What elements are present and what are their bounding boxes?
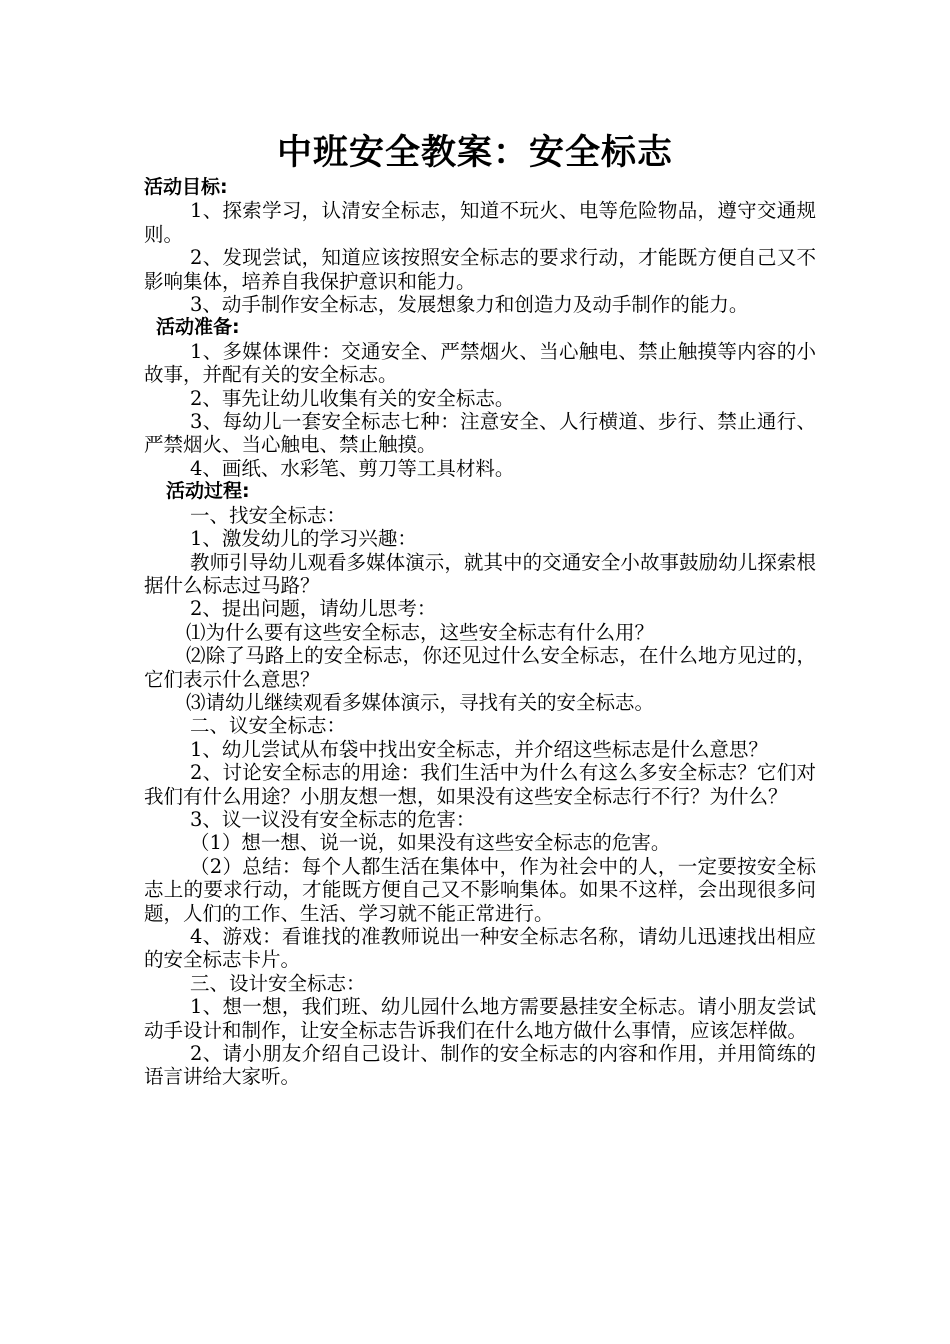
prep-item: 1、多媒体课件：交通安全、严禁烟火、当心触电、禁止触摸等内容的小故事，并配有关的安全标志。: [144, 339, 816, 387]
process-line: （1）想一想、说一说，如果没有这些安全标志的危害。: [190, 831, 671, 855]
page-title: 中班安全教案：安全标志: [276, 133, 673, 173]
prep-item: 3、每幼儿一套安全标志七种：注意安全、人行横道、步行、禁止通行、严禁烟火、当心触电、禁止触摸。: [144, 410, 816, 457]
prep-item: 4、画纸、水彩笔、剪刀等工具材料。: [190, 456, 515, 480]
goal-item: 1、探索学习，认清安全标志，知道不玩火、电等危险物品，遵守交通规则。: [144, 199, 816, 246]
process-line: ⑴为什么要有这些安全标志，这些安全标志有什么用？: [186, 620, 655, 644]
process-line: 1、幼儿尝试从布袋中找出安全标志，并介绍这些标志是什么意思？: [190, 737, 768, 761]
process-line: 2、提出问题，请幼儿思考：: [190, 597, 437, 621]
process-line: 2、讨论安全标志的用途：我们生活中为什么有这么多安全标志？它们对我们有什么用途？小朋友想一想，如果没有这些安全标志行不行？为什么？: [144, 761, 816, 808]
process-line: 二、议安全标志：: [190, 714, 347, 738]
process-line: 1、想一想，我们班、幼儿园什么地方需要悬挂安全标志。请小朋友尝试动手设计和制作，让安全标志告诉我们在什么地方做什么事情，应该怎样做。: [144, 995, 816, 1042]
goal-item: 2、发现尝试，知道应该按照安全标志的要求行动，才能既方便自己又不影响集体，培养自我保护意识和能力。: [144, 246, 816, 293]
process-line: 4、游戏：看谁找的准教师说出一种安全标志名称，请幼儿迅速找出相应的安全标志卡片。: [144, 925, 816, 972]
document-body: [144, 176, 816, 1089]
process-line: 1、激发幼儿的学习兴趣：: [190, 527, 417, 551]
process-line: 2、请小朋友介绍自己设计、制作的安全标志的内容和作用，并用简练的语言讲给大家听。: [144, 1042, 816, 1089]
process-line: ⑵除了马路上的安全标志，你还见过什么安全标志，在什么地方见过的，它们表示什么意思？: [144, 644, 816, 691]
section-heading-process: 活动过程:: [166, 480, 250, 503]
process-line: 3、议一议没有安全标志的危害：: [190, 807, 476, 831]
process-line: 教师引导幼儿观看多媒体演示，就其中的交通安全小故事鼓励幼儿探索根据什么标志过马路？: [144, 550, 816, 597]
section-heading-goals: 活动目标:: [144, 176, 228, 198]
process-line: ⑶请幼儿继续观看多媒体演示，寻找有关的安全标志。: [186, 690, 655, 714]
process-line: 一、找安全标志：: [190, 503, 347, 527]
process-line: 三、设计安全标志：: [190, 971, 366, 995]
section-heading-prep: 活动准备:: [156, 316, 240, 339]
prep-item: 2、事先让幼儿收集有关的安全标志。: [190, 386, 515, 410]
process-line: （2）总结：每个人都生活在集体中，作为社会中的人，一定要按安全标志上的要求行动，才能既方便自己又不影响集体。如果不这样，会出现很多问题，人们的工作、生活、学习就不能正常进行。: [144, 854, 816, 925]
goal-item: 3、动手制作安全标志，发展想象力和创造力及动手制作的能力。: [190, 293, 749, 317]
